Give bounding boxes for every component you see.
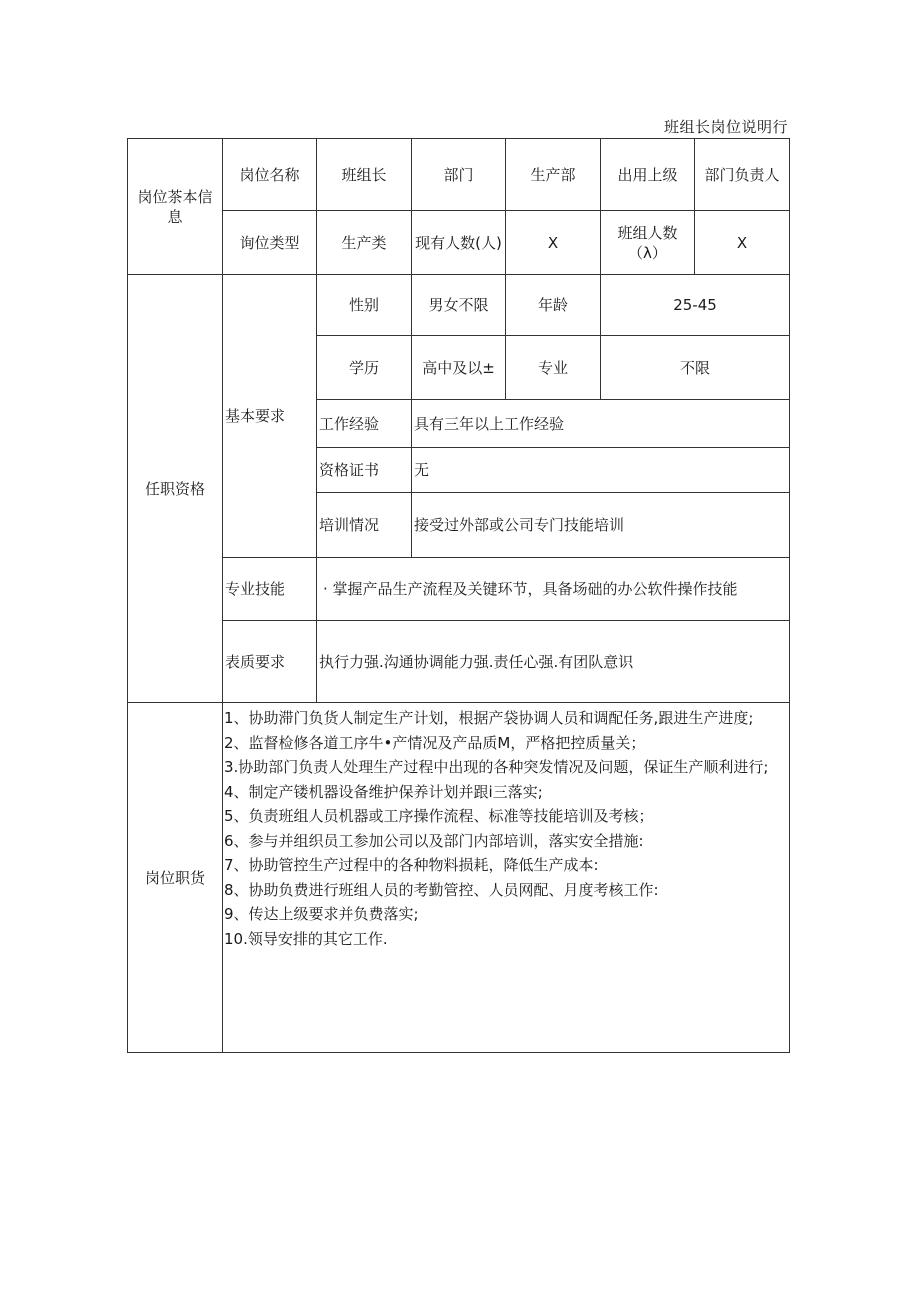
duties-list — [223, 703, 789, 951]
duty-item: 1、协助滞门负货人制定生产计划，根据产袋协调人员和调配任务,跟进生产进度; — [224, 709, 754, 727]
superior-label: 出用上级 — [601, 139, 695, 211]
duty-item: 4、制定产镂机器设备维护保养计划并跟i三落实; — [224, 782, 543, 801]
duty-item: 9、传达上级要求并负费落实; — [224, 905, 419, 923]
duty-item: 2、监督检修各道工序牛•产情况及产品质M，严格把控质量关； — [224, 733, 646, 752]
quality-label: 表质要求 — [223, 621, 317, 703]
skills-value: · 掌握产品生产流程及关键环节，具备场础的办公软件操作技能 — [317, 558, 790, 621]
duty-item: 7、协助管控生产过程中的各种物料损耗，降低生产成本: — [224, 856, 599, 874]
qualifications-section-label: 任职资格 — [128, 275, 223, 703]
education-value: 高中及以± — [412, 336, 506, 400]
position-type-value: 生产类 — [317, 211, 412, 275]
department-label: 部门 — [412, 139, 506, 211]
gender-value: 男女不限 — [412, 275, 506, 336]
duty-item: 8、协助负费进行班组人员的考勤管控、人员网配、月度考核工作: — [224, 880, 659, 899]
job-description-table — [127, 138, 790, 1053]
basic-info-section-label: 岗位茶本信息 — [128, 139, 223, 275]
duties-section-label: 岗位职货 — [128, 703, 223, 1053]
education-label: 学历 — [317, 336, 412, 400]
experience-label: 工作经验 — [317, 400, 412, 448]
document-title: 班组长岗位说明行 — [663, 118, 788, 136]
major-label: 专业 — [506, 336, 601, 400]
department-value: 生产部 — [506, 139, 601, 211]
headcount-label: 现有人数(人) — [412, 211, 506, 275]
skills-label: 专业技能 — [223, 558, 317, 621]
superior-value: 部门负责人 — [695, 139, 790, 211]
position-type-label: 询位类型 — [223, 211, 317, 275]
experience-value: 具有三年以上工作经验 — [412, 400, 790, 448]
certificate-value: 无 — [412, 448, 790, 493]
duty-item: 3.协助部门负责人处理生产过程中出现的各种突发情况及问题，保证生产顺利进行; — [224, 758, 769, 776]
training-value: 接受过外部或公司专门技能培训 — [412, 493, 790, 558]
age-value: 25-45 — [601, 275, 790, 336]
basic-requirements-label: 基本要求 — [223, 275, 317, 558]
age-label: 年龄 — [506, 275, 601, 336]
team-size-value: X — [695, 211, 790, 275]
duties-cell — [223, 703, 790, 1053]
position-name-value: 班组长 — [317, 139, 412, 211]
quality-value: 执行力强.沟通协调能力强.责任心强.有团队意识 — [317, 621, 790, 703]
position-name-label: 岗位名称 — [223, 139, 317, 211]
team-size-label: 班组人数（λ） — [601, 211, 695, 275]
training-label: 培训情况 — [317, 493, 412, 558]
duty-item: 10.领导安排的其它工作. — [224, 929, 388, 948]
duty-item: 6、参与并组织员工参加公司以及部门内部培训，落实安全措施: — [224, 831, 644, 850]
duty-item: 5、负责班组人员机器或工序操作流程、标准等技能培训及考核； — [224, 807, 654, 825]
certificate-label: 资格证书 — [317, 448, 412, 493]
headcount-value: X — [506, 211, 601, 275]
gender-label: 性别 — [317, 275, 412, 336]
major-value: 不限 — [601, 336, 790, 400]
